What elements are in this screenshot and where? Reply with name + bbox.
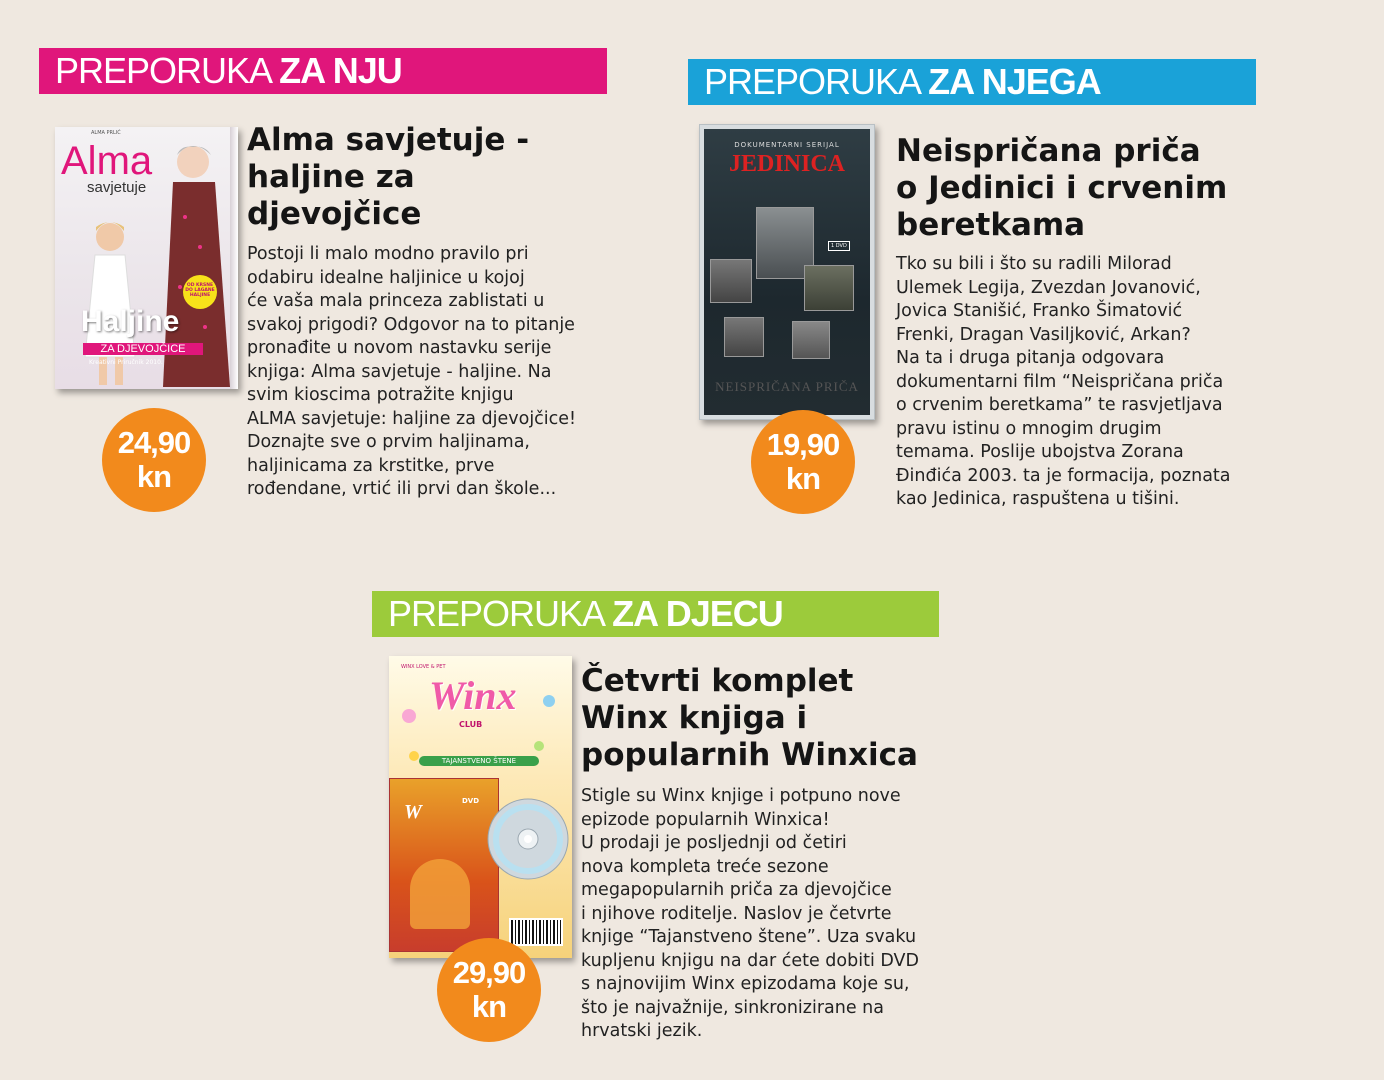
cover-main-word: Haljine <box>81 305 180 338</box>
alma-book-cover <box>55 127 238 389</box>
jedinica-description: Tko su bili i što su radili Milorad Ulemek Legija, Zvezdan Jovanović, Jovica Stanišić, Franko Šimatović Frenki, Dragan Vasiljković, Arkan? Na ta i druga pitanja odgovara dokumentarni film “Neispričana priča o crvenim beretkama” te rasvjetljava pravu istinu o mnogim drugim temama. Poslije ubojstva Zorana Đinđića 2003. ta je formacija, poznata kao Jedinica, raspuštena u tišini. <box>896 254 1231 509</box>
jedinica-dvd-cover <box>699 124 875 420</box>
winx-description: Stigle su Winx knjige i potpuno nove epizode popularnih Winxica! U prodaji je posljednji od četiri nova kompleta treće sezone megapopularnih priča za djevojčice i njihove roditelje. Naslov je četvrte knjige “Tajanstveno štene”. Uza svaku kupljenu knjigu na dar ćete dobiti DVD s najnovijim Winx epizodama koje su, što je najvažnije, sinkronizirane na hrvatski jezik. <box>581 786 919 1041</box>
cover-story: TAJANSTVENO ŠTENE <box>419 756 539 766</box>
cover-main-word: JEDINICA <box>728 151 845 177</box>
cover-top-label: DOKUMENTARNI SERIJAL <box>734 141 840 149</box>
banner-za-nju <box>39 48 607 94</box>
banner-za-djecu <box>372 591 939 637</box>
cover-footer: Kreativni Priručnik 2010. <box>89 359 163 366</box>
jedinica-price-badge <box>751 410 855 514</box>
cover-ribbon: ZA DJEVOJČICE <box>83 343 203 355</box>
winx-dvd-case: DVD W <box>389 778 499 952</box>
cover-top-label: WINX LOVE & PET <box>401 664 446 670</box>
cover-brand: Winx <box>429 673 517 718</box>
cover-photo-1 <box>710 259 752 303</box>
price-value: 29,90 <box>452 955 526 990</box>
cover-footer: NEISPRIČANA PRIČA <box>715 379 859 394</box>
alma-price-badge <box>102 408 206 512</box>
banner-za-njega <box>688 59 1256 105</box>
cover-photo-4 <box>792 321 830 359</box>
winx-book-cover <box>389 656 572 958</box>
cover-badge: OD KRSNE DO LAGANE HALJINE <box>183 275 217 309</box>
barcode <box>509 918 563 946</box>
banner-target: ZA NJEGA <box>928 61 1101 102</box>
alma-title: Alma savjetuje - haljine za djevojčice <box>247 122 530 232</box>
dvd-label: DVD <box>462 797 480 805</box>
cover-brand: Alma <box>61 139 153 183</box>
banner-label: PREPORUKA <box>704 61 920 102</box>
banner-label: PREPORUKA <box>55 50 271 91</box>
cover-tag: 1 DVD <box>828 241 850 251</box>
alma-description: Postoji li malo modno pravilo pri odabiru idealne haljinice u kojoj će vaša mala princeza zablistati u svakoj prigodi? Odgovor na to pitanje pronađite u novom nastavku serije knjiga: Alma savjetuje - haljine. Na svim kioscima potražite knjigu ALMA savjetuje: haljine za djevojčice! Doznajte sve o prvim haljinama, haljinicama za krstitke, prve rođendane, vrtić ili prvi dan škole... <box>247 244 577 499</box>
banner-target: ZA DJECU <box>612 593 783 634</box>
price-value: 19,90 <box>766 427 840 462</box>
price-unit: kn <box>471 989 507 1024</box>
price-unit: kn <box>136 459 172 494</box>
cover-top-label: ALMA PRLIĆ <box>91 130 121 136</box>
cover-photo-3 <box>724 317 764 357</box>
price-unit: kn <box>785 461 821 496</box>
cover-photo-2 <box>804 265 854 311</box>
banner-target: ZA NJU <box>279 50 402 91</box>
dvd-disc <box>485 796 571 882</box>
price-value: 24,90 <box>117 425 191 460</box>
cover-subtitle: savjetuje <box>87 179 147 196</box>
winx-title: Četvrti komplet Winx knjiga i popularnih Winxica <box>581 663 918 773</box>
jedinica-title: Neispričana priča o Jedinici i crvenim beretkama <box>896 133 1228 243</box>
cover-club: CLUB <box>459 720 483 729</box>
winx-price-badge <box>437 938 541 1042</box>
banner-label: PREPORUKA <box>388 593 604 634</box>
